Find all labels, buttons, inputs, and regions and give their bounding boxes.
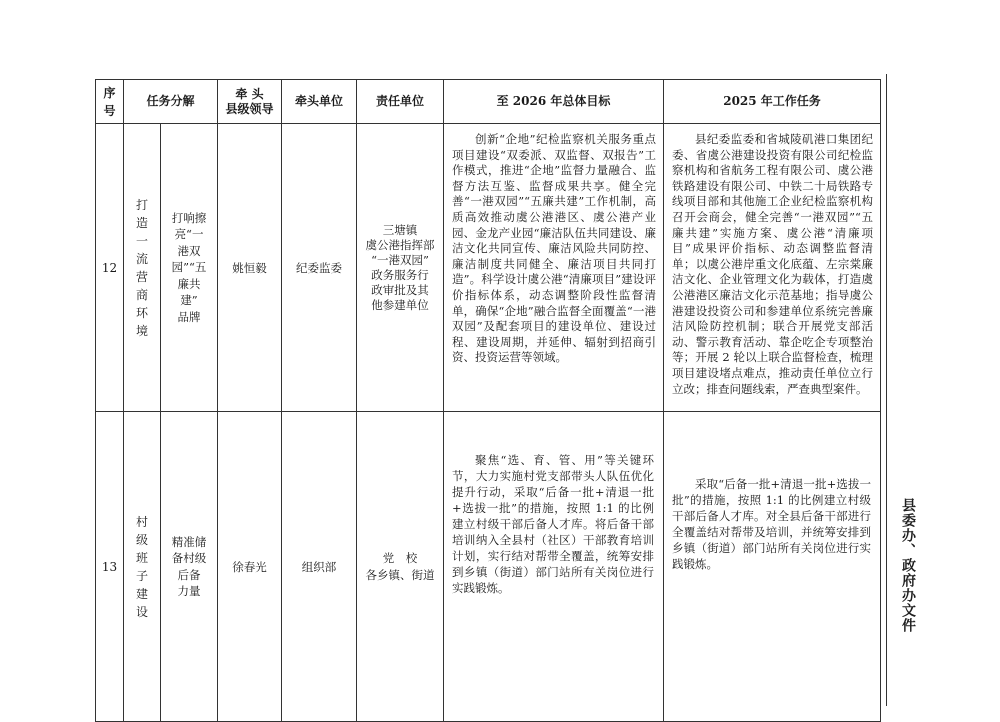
task-sub: 精准储 备村级 后备 力量 <box>161 412 218 722</box>
lead-unit: 纪委监委 <box>282 124 357 412</box>
task-table <box>95 79 881 722</box>
task-2025-text: 县纪委监委和省城陵矶港口集团纪委、省虞公港建设投资有限公司纪检监察机构和省航务工程有限公司、虞公港铁路建设有限公司、中铁二十局铁路专线项目部和其他施工企业纪检监察机构召开会商会，健全完善“一港双园”“五廉共建”实施方案、虞公港“清廉项目”成果评价指标、动态调整监督清单；以虞公港岸重文化底蕴、左宗棠廉洁文化、企业管理文化为载体，打造虞公港港区廉洁文化示范基地；指导虞公港建设投资公司和参建单位系统完善廉洁风险防控机制；联合开展党支部活动、警示教育活动、靠企吃企专项整治等；开展 2 轮以上联合监督检查，梳理项目建设堵点难点，推动责任单位立行立改；排查问题线索，严查典型案件。 <box>664 124 881 412</box>
task-main: 村级班子建设 <box>124 412 161 722</box>
resp-unit: 三塘镇 虞公港指挥部 “一港双园” 政务服务行 政审批及其 他参建单位 <box>357 124 444 412</box>
row-number: 12 <box>96 124 124 412</box>
lead-leader: 徐春光 <box>218 412 282 722</box>
header-no: 序号 <box>96 80 124 124</box>
resp-unit: 党 校 各乡镇、街道 <box>357 412 444 722</box>
header-resp-unit: 责任单位 <box>357 80 444 124</box>
side-label: 县委办、政府办文件 <box>900 498 916 633</box>
goal-text: 聚焦“选、育、管、用”等关键环节，大力实施村党支部带头人队伍优化提升行动，采取“后备一批+清退一批+选拔一批”的措施，按照 1:1 的比例建立村级干部后备人才库。将后备干部培训纳入全县村（社区）干部教育培训计划，实行结对帮带全覆盖，统筹安排到乡镇（街道）部门站所有关岗位进行实践锻炼。 <box>444 412 664 722</box>
header-task: 任务分解 <box>124 80 218 124</box>
lead-leader: 姚恒毅 <box>218 124 282 412</box>
task-sub: 打响擦 亮“一 港双 园”“五 廉共 建” 品牌 <box>161 124 218 412</box>
side-divider <box>886 74 887 706</box>
row-number: 13 <box>96 412 124 722</box>
table-row <box>96 412 881 722</box>
header-task-2025: 2025 年工作任务 <box>664 80 881 124</box>
goal-text: 创新“企地”纪检监察机关服务重点项目建设“双委派、双监督、双报告”工作模式，推进“企地”监督力量融合、监督方法互鉴、监督成果共享。健全完善“一港双园”“五廉共建”工作机制，高质高效推动虞公港港区、虞公港产业园、金龙产业园“廉洁队伍共同建设、廉洁文化共同宣传、廉洁风险共同防控、廉洁制度共同健全、廉洁项目共同打造”。科学设计虞公港“清廉项目”建设评价指标体系，动态调整阶段性监督清单，确保“企地”融合监督全面覆盖“一港双园”及配套项目的建设单位、建设过程、建设周期，并延伸、辐射到招商引资、投资运营等领域。 <box>444 124 664 412</box>
header-lead-unit: 牵头单位 <box>282 80 357 124</box>
lead-unit: 组织部 <box>282 412 357 722</box>
header-row <box>96 80 881 124</box>
task-2025-text: 采取“后备一批+清退一批+选拔一批”的措施，按照 1:1 的比例建立村级干部后备人才库。对全县后备干部进行全覆盖结对帮带及培训，并统筹安排到乡镇（街道）部门站所有关岗位进行实践锻炼。 <box>664 412 881 722</box>
table-row <box>96 124 881 412</box>
header-goal: 至 2026 年总体目标 <box>444 80 664 124</box>
header-leader: 牵 头 县级领导 <box>218 80 282 124</box>
task-main: 打造一流营商环境 <box>124 124 161 412</box>
